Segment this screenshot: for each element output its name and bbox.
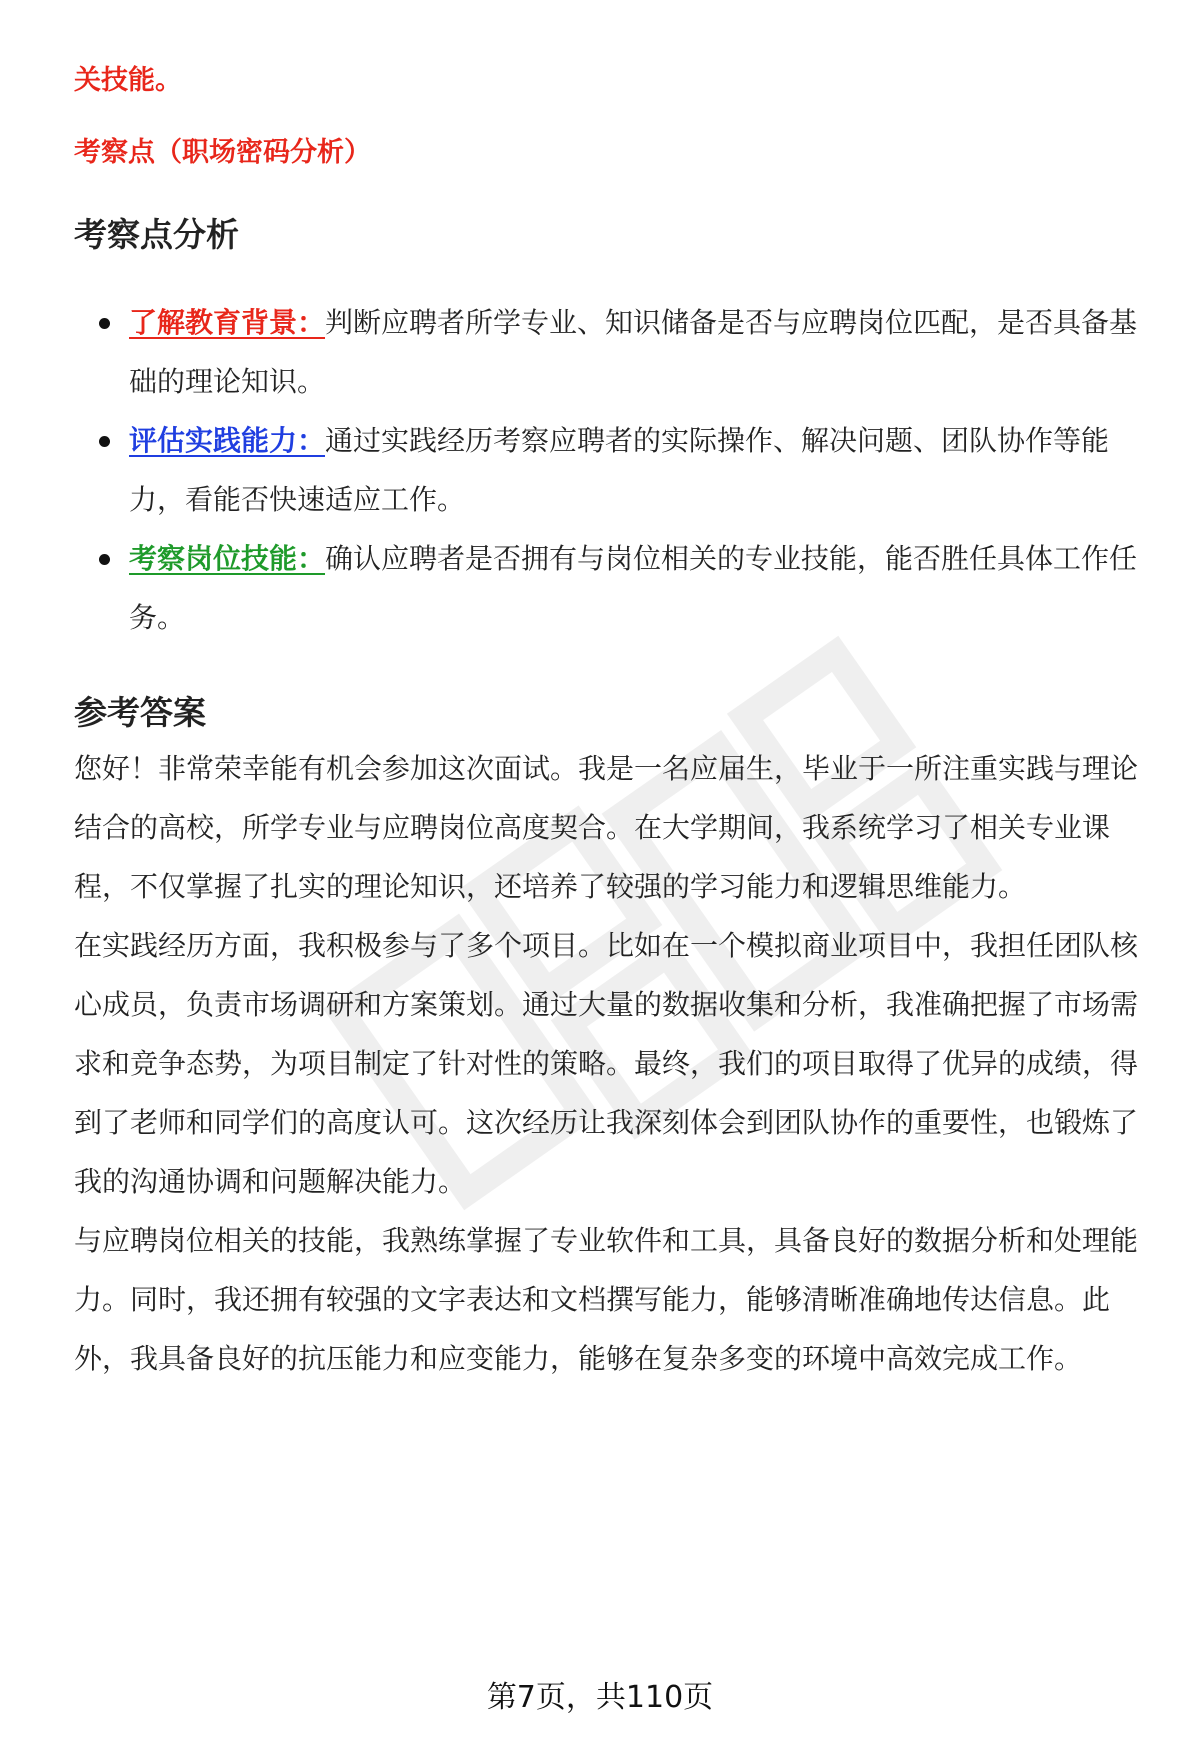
point-text: 通过实践经历考察应聘者的实际操作、解决问题、团队协作等能力，看能否快速适应工作。 [129,424,1110,516]
bullet-icon [99,436,110,447]
header-fragment: 关技能。 [74,65,182,96]
section-label: 考察点（职场密码分析） [74,137,371,168]
analysis-heading: 考察点分析 [74,215,239,254]
content [74,55,1144,1388]
page-number: 第7页，共110页 [486,1680,714,1715]
list-item [74,411,1144,529]
list-item [74,529,1144,647]
point-key: 考察岗位技能： [129,542,326,575]
bullet-icon [99,554,110,565]
bullet-icon [99,318,110,329]
list-item [74,293,1144,411]
answer-paragraph: 在实践经历方面，我积极参与了多个项目。比如在一个模拟商业项目中，我担任团队核心成员，负责市场调研和方案策划。通过大量的数据收集和分析，我准确把握了市场需求和竞争态势，为项目制定了针对性的策略。最终，我们的项目取得了优异的成绩，得到了老师和同学们的高度认可。这次经历让我深刻体会到团队协作的重要性，也锻炼了我的沟通协调和问题解决能力。 [74,929,1139,1198]
point-text: 判断应聘者所学专业、知识储备是否与应聘岗位匹配，是否具备基础的理论知识。 [129,306,1138,398]
point-key: 了解教育背景： [129,306,326,339]
point-text: 确认应聘者是否拥有与岗位相关的专业技能，能否胜任具体工作任务。 [129,542,1138,634]
analysis-list [74,293,1144,647]
answer-heading: 参考答案 [74,693,206,732]
answer-paragraph: 与应聘岗位相关的技能，我熟练掌握了专业软件和工具，具备良好的数据分析和处理能力。同时，我还拥有较强的文字表达和文档撰写能力，能够清晰准确地传达信息。此外，我具备良好的抗压能力和应变能力，能够在复杂多变的环境中高效完成工作。 [74,1224,1139,1375]
point-key: 评估实践能力： [129,424,326,457]
answer-paragraph: 您好！非常荣幸能有机会参加这次面试。我是一名应届生，毕业于一所注重实践与理论结合的高校，所学专业与应聘岗位高度契合。在大学期间，我系统学习了相关专业课程，不仅掌握了扎实的理论知识，还培养了较强的学习能力和逻辑思维能力。 [74,752,1139,903]
